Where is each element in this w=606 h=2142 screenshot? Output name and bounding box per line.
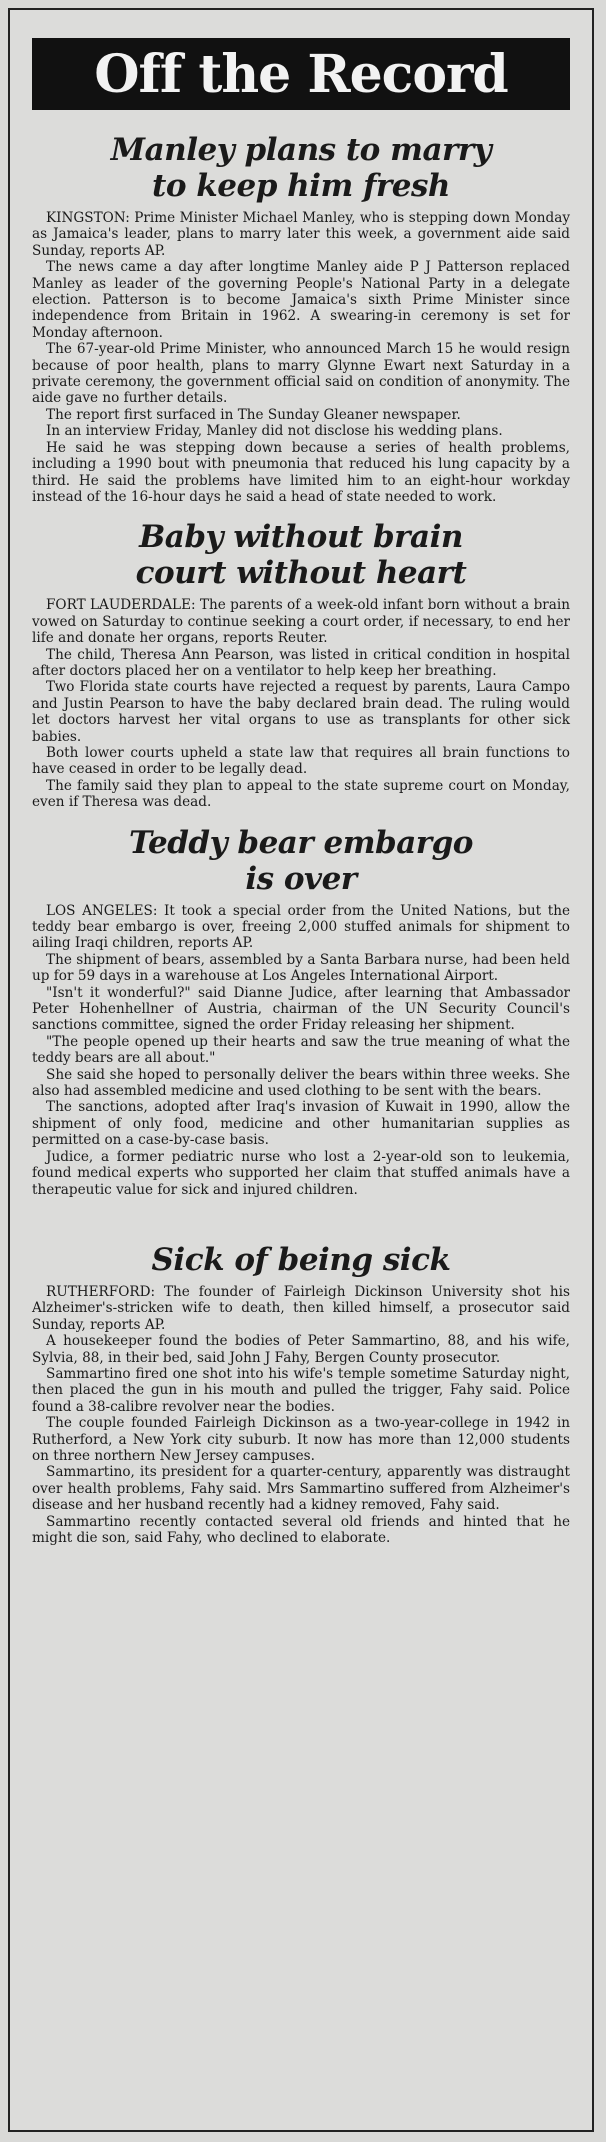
paragraph: A housekeeper found the bodies of Peter Sammartino, 88, and his wife, Sylvia, 88, in their bed, said John J Fahy, Bergen County prosecutor. — [32, 1333, 570, 1366]
headline-line: to keep him fresh — [152, 168, 450, 204]
paragraph: The sanctions, adopted after Iraq's invasion of Kuwait in 1990, allow the shipment of only food, medicine and other humanitarian supplies as permitted on a case-by-case basis. — [32, 1099, 570, 1149]
headline-line: Baby without brain — [139, 519, 463, 556]
paragraph: She said she hoped to personally deliver the bears within three weeks. She also had assembled medicine and used clothing to be sent with the bears. — [32, 1066, 570, 1100]
paragraph: The couple founded Fairleigh Dickinson as a two-year-college in 1942 in Rutherford, a New York city suburb. It now has more than 12,000 students on three northern New Jersey campuses. — [32, 1415, 570, 1464]
column-content — [10, 132, 592, 1546]
paragraph: LOS ANGELES: It took a special order from the United Nations, but the teddy bear embargo is over, freeing 2,000 stuffed animals for shipment to ailing Iraqi children, reports AP. — [32, 902, 570, 952]
paragraph: RUTHERFORD: The founder of Fairleigh Dickinson University shot his Alzheimer's-stricken wife to death, then killed himself, a prosecutor said Sunday, reports AP. — [32, 1283, 570, 1333]
headline-line: court without heart — [135, 555, 467, 592]
headline — [32, 1242, 570, 1278]
paragraph: Sammartino, its president for a quarter-century, apparently was distraught over health problems, Fahy said. Mrs Sammartino suffered from Alzheimer's disease and her husband recently had a kidney removed, Fahy said. — [32, 1464, 570, 1514]
paragraph: In an interview Friday, Manley did not disclose his wedding plans. — [46, 423, 503, 440]
paragraph: The family said they plan to appeal to the state supreme court on Monday, even if Theresa was dead. — [32, 777, 570, 811]
paragraph: FORT LAUDERDALE: The parents of a week-old infant born without a brain vowed on Saturday to continue seeking a court order, if necessary, to end her life and donate her organs, reports Reuter. — [32, 597, 570, 647]
page-frame — [8, 8, 594, 2132]
paragraph: Sammartino recently contacted several old friends and hinted that he might die son, said Fahy, who declined to elaborate. — [32, 1513, 570, 1546]
paragraph: The child, Theresa Ann Pearson, was listed in critical condition in hospital after doctors placed her on a ventilator to help keep her breathing. — [32, 646, 570, 679]
headline-line: Manley plans to marry — [110, 132, 492, 168]
paragraph: Sammartino fired one shot into his wife's temple sometime Saturday night, then placed the gun in his mouth and pulled the trigger, Fahy said. Police found a 38-calibre revolver near the bodies. — [32, 1365, 570, 1415]
paragraph: The shipment of bears, assembled by a Santa Barbara nurse, had been held up for 59 days in a warehouse at Los Angeles International Airport. — [32, 951, 570, 985]
masthead-title: Off the Record — [32, 38, 570, 110]
paragraph: "The people opened up their hearts and saw the true meaning of what the teddy bears are all about." — [32, 1033, 570, 1067]
headline — [32, 825, 570, 897]
paragraph: Both lower courts upheld a state law that requires all brain functions to have ceased in order to be legally dead. — [32, 744, 570, 778]
headline-line: Teddy bear embargo — [129, 824, 473, 861]
paragraph: The news came a day after longtime Manley aide P J Patterson replaced Manley as leader of the governing People's National Party in a delegate election. Patterson is to become Jamaica's sixth Prime Minister since independence from Britain in 1962. A swearing-in ceremony is set for Monday afternoon. — [32, 259, 570, 341]
paragraph: Judice, a former pediatric nurse who lost a 2-year-old son to leukemia, found medical experts who supported her claim that stuffed animals have a therapeutic value for sick and injured children. — [32, 1148, 570, 1198]
headline-line: is over — [245, 860, 357, 897]
headline — [32, 132, 570, 204]
paragraph: KINGSTON: Prime Minister Michael Manley, who is stepping down Monday as Jamaica's leader, plans to marry later this week, a government aide said Sunday, reports AP. — [32, 210, 570, 259]
story-sick-of-being-sick — [32, 1242, 570, 1547]
paragraph: The 67-year-old Prime Minister, who announced March 15 he would resign because of poor health, plans to marry Glynne Ewart next Saturday in a private ceremony, the government official said on condition of anonymity. The aide gave no further details. — [32, 341, 570, 407]
headline — [32, 519, 570, 591]
story-manley — [32, 132, 570, 505]
paragraph: "Isn't it wonderful?" said Dianne Judice, after learning that Ambassador Peter Hohenhellner of Austria, chairman of the UN Security Council's sanctions committee, signed the order Friday releasing her shipment. — [32, 984, 570, 1034]
story-teddy-bear — [32, 825, 570, 1198]
paragraph: He said he was stepping down because a series of health problems, including a 1990 bout with pneumonia that reduced his lung capacity by a third. He said the problems have limited him to an eight-hour workday instead of the 16-hour days he said a head of state needed to work. — [32, 439, 570, 505]
paragraph: The report first surfaced in The Sunday Gleaner newspaper. — [46, 406, 461, 423]
story-baby — [32, 519, 570, 810]
paragraph: Two Florida state courts have rejected a request by parents, Laura Campo and Justin Pearson to have the baby declared brain dead. The ruling would let doctors harvest her vital organs to use as transplants for other sick babies. — [32, 679, 570, 745]
headline-line: Sick of being sick — [151, 1241, 451, 1278]
